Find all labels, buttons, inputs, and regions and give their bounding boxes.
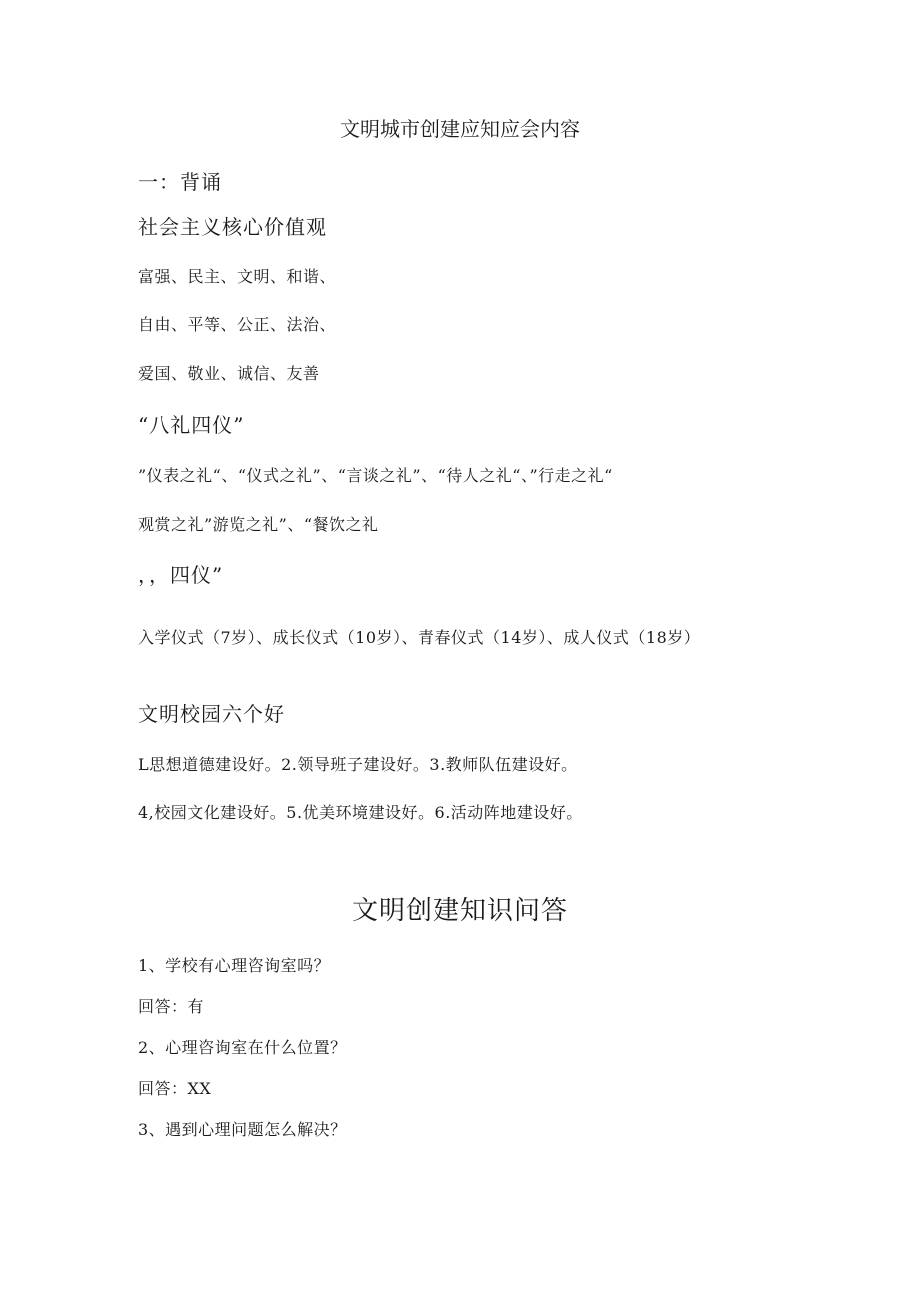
campus-heading: 文明校园六个好: [138, 702, 285, 726]
core-values-line-1: 富强、民主、文明、和谐、: [138, 267, 337, 286]
qa-answer-1: 回答：有: [138, 997, 205, 1016]
campus-line-1: L思想道德建设好。2.领导班子建设好。3.教师队伍建设好。: [138, 755, 578, 774]
qa-title: 文明创建知识问答: [351, 896, 568, 926]
bali-line-2: 观赏之礼”游览之礼”、“餐饮之礼: [138, 515, 379, 534]
core-values-heading: 社会主义核心价值观: [138, 215, 327, 239]
bali-line-1: ”仪表之礼“、“仪式之礼”、“言谈之礼”、“待人之礼“、”行走之礼“: [138, 466, 613, 485]
campus-line-2: 4,校园文化建设好。5.优美环境建设好。6.活动阵地建设好。: [138, 803, 583, 822]
siyi-ceremonies: 入学仪式（7岁）、成长仪式（10岁）、青春仪式（14岁）、成人仪式（18岁）: [138, 628, 701, 647]
qa-answer-2: 回答：XX: [138, 1079, 212, 1098]
bali-siyi-heading: “八礼四仪”: [138, 413, 245, 437]
qa-question-1: 1、学校有心理咨询室吗？: [138, 956, 331, 975]
page-title: 文明城市创建应知应会内容: [340, 117, 580, 141]
qa-question-3: 3、遇到心理问题怎么解决？: [138, 1120, 347, 1139]
siyi-heading: ，，四仪”: [138, 563, 224, 587]
section-heading-recite: 一：背诵: [138, 170, 222, 194]
core-values-line-3: 爱国、敬业、诚信、友善: [138, 364, 320, 383]
qa-question-2: 2、心理咨询室在什么位置？: [138, 1038, 347, 1057]
core-values-line-2: 自由、平等、公正、法治、: [138, 315, 337, 334]
